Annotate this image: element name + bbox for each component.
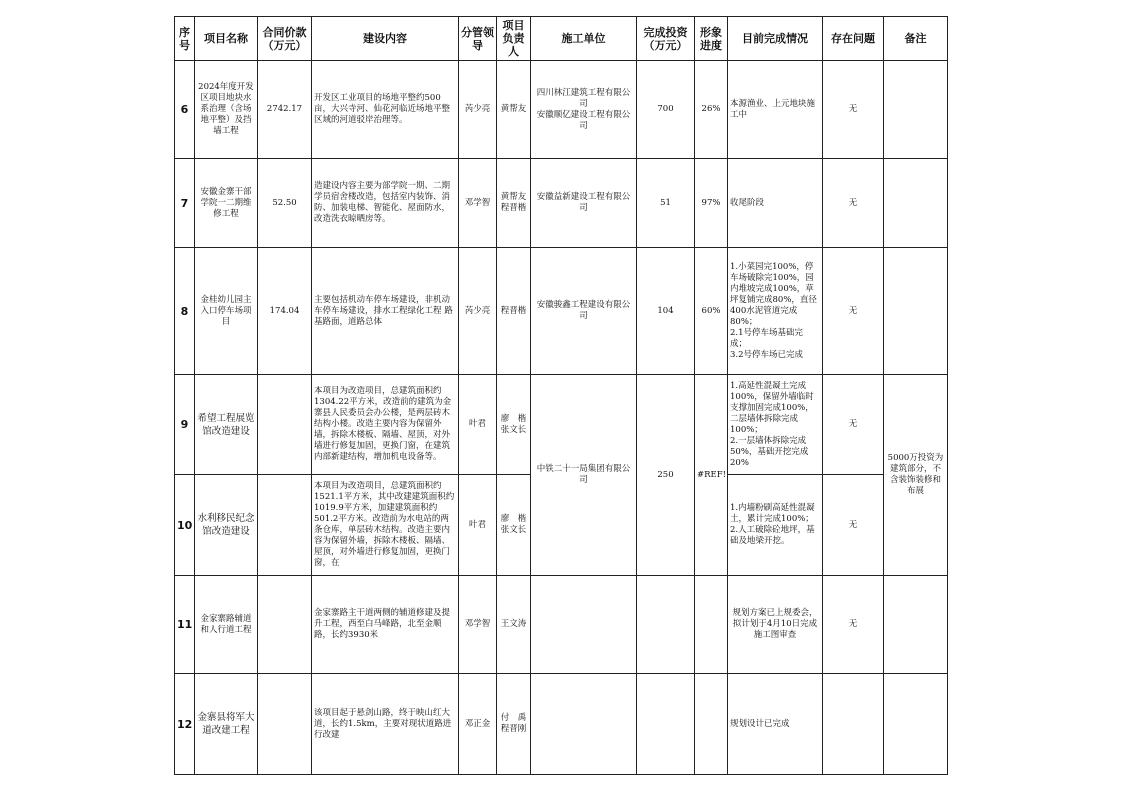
header-row: [175, 17, 948, 61]
row-status: [728, 375, 823, 475]
row-remark: [884, 576, 948, 674]
header-issues: 存在问题: [823, 17, 884, 61]
row-content: 开发区工业项目的场地平整约500亩，大兴寺河、仙花河临近场地平整区域的河道驳岸治理等。: [312, 61, 459, 159]
row-contractor: [531, 576, 637, 674]
row-contractor: 安徽骏鑫工程建设有限公司: [531, 248, 637, 375]
table-row: [175, 576, 948, 674]
row-progress: [695, 674, 728, 775]
row-owner: 廖 楷 张文长: [497, 375, 531, 475]
header-status: 目前完成情况: [728, 17, 823, 61]
table-row: [175, 375, 948, 475]
row-project-name: 希望工程展览馆改造建设: [195, 375, 258, 475]
row-issues: [823, 674, 884, 775]
row-status: 1.小菜园完100%，停车场破除完100%，园内堆坡完成100%，草坪复铺完成80%，直径400水泥管道完成80%； 2.1号停车场基础完成； 3.2号停车场已完成: [728, 248, 823, 375]
row-investment: [637, 674, 695, 775]
table-row: [175, 159, 948, 248]
table-row: [175, 61, 948, 159]
header-owner: 项目负责人: [497, 17, 531, 61]
row-issues: 无: [823, 576, 884, 674]
row-contract-price: 52.50: [258, 159, 312, 248]
project-table: [174, 16, 948, 775]
row-seq: 6: [175, 61, 195, 159]
row-investment: 104: [637, 248, 695, 375]
row-owner: 王文涛: [497, 576, 531, 674]
row-seq: 10: [175, 475, 195, 576]
row-leader: 邓学智: [459, 576, 497, 674]
row-status: 规划方案已上规委会，拟计划于4月10日完成施工图审查: [728, 576, 823, 674]
row-contract-price: 174.04: [258, 248, 312, 375]
row-contract-price: [258, 475, 312, 576]
row-status: 1.内墙粉刷高延性混凝土，累计完成100%； 2.人工破除砼地坪，基础及地梁开挖。: [728, 475, 823, 576]
row-project-name: 金家寨路辅道和人行道工程: [195, 576, 258, 674]
row-contract-price: [258, 375, 312, 475]
row-content: 该项目起于悬剑山路，终于映山红大道，长约1.5km，主要对现状道路进行改建: [312, 674, 459, 775]
row-project-name: 2024年度开发区项目地块水系治理（含场地平整）及挡墙工程: [195, 61, 258, 159]
row-progress: 97%: [695, 159, 728, 248]
row-seq: 9: [175, 375, 195, 475]
header-progress: 形象进度: [695, 17, 728, 61]
row-owner: 黄帮友 程晋楷: [497, 159, 531, 248]
row-contractor: 四川林江建筑工程有限公司 安徽顺亿建设工程有限公司: [531, 61, 637, 159]
header-seq: 序号: [175, 17, 195, 61]
row-content: [312, 375, 459, 475]
row-owner: 廖 楷 张文长: [497, 475, 531, 576]
row-leader: 叶君: [459, 375, 497, 475]
merged-remark: 5000万投资为建筑部分，不含装饰装修和布展: [884, 375, 948, 576]
header-remark: 备注: [884, 17, 948, 61]
row-leader: 叶君: [459, 475, 497, 576]
row-leader: 芮少亮: [459, 248, 497, 375]
row-leader: 芮少亮: [459, 61, 497, 159]
row-issues: 无: [823, 375, 884, 475]
row-owner: 黄帮友: [497, 61, 531, 159]
row-issues: 无: [823, 248, 884, 375]
row-seq: 12: [175, 674, 195, 775]
header-contractor: 施工单位: [531, 17, 637, 61]
row-seq: 7: [175, 159, 195, 248]
header-contract: 合同价款（万元）: [258, 17, 312, 61]
header-investment: 完成投资（万元）: [637, 17, 695, 61]
merged-progress: #REF!: [695, 375, 728, 576]
row-investment: 51: [637, 159, 695, 248]
row-contract-price: [258, 674, 312, 775]
row-project-name: 金桂幼儿园主入口停车场项目: [195, 248, 258, 375]
row-content: 主要包括机动车停车场建设，非机动车停车场建设，排水工程绿化工程 路基路面，道路总体: [312, 248, 459, 375]
row-remark: [884, 248, 948, 375]
row-seq: 8: [175, 248, 195, 375]
row-remark: [884, 674, 948, 775]
row-remark: [884, 61, 948, 159]
row-contractor: [531, 674, 637, 775]
row-status-text: 1.高延性混凝土完成100%，保留外墙临时支撑加固完成100%，二层墙体拆除完成100%； 2.一层墙体拆除完成50%，基础开挖完成20%: [730, 380, 814, 468]
row-status: 本源渔业、上元地块施工中: [728, 61, 823, 159]
row-leader: 邓学智: [459, 159, 497, 248]
row-status: 规划设计已完成: [728, 674, 823, 775]
row-content-text: 本项目为改造项目，总建筑面积约1304.22平方米，改造前的建筑为金寨县人民委员会办公楼，是两层砖木结构小楼。改造主要内容为保留外墙，拆除木楼板、隔墙、屋顶，对外墙进行修复加固，更换门窗，在建筑内部新建结构，增加机电设备等。: [314, 386, 452, 462]
row-project-name: 水利移民纪念馆改造建设: [195, 475, 258, 576]
row-status: 收尾阶段: [728, 159, 823, 248]
merged-contractor: 中铁二十一局集团有限公司: [531, 375, 637, 576]
row-content: [312, 475, 459, 576]
table-row: [175, 248, 948, 375]
row-issues: 无: [823, 61, 884, 159]
row-progress: 26%: [695, 61, 728, 159]
row-progress: [695, 576, 728, 674]
row-investment: 700: [637, 61, 695, 159]
row-leader: 邓正金: [459, 674, 497, 775]
header-content: 建设内容: [312, 17, 459, 61]
row-project-name: 安徽金寨干部学院一二期维修工程: [195, 159, 258, 248]
row-content: 金家寨路主干道两侧的辅道修建及提升工程，西至白马峰路，北至金顺路，长约3930米: [312, 576, 459, 674]
row-seq: 11: [175, 576, 195, 674]
row-content: 造建设内容主要为部学院一期、二期学员宿舍楼改造，包括室内装饰、消防、加装电梯、智能化、屋面防水，改造洗衣晾晒房等。: [312, 159, 459, 248]
row-contract-price: 2742.17: [258, 61, 312, 159]
row-contractor: 安徽益新建设工程有限公司: [531, 159, 637, 248]
row-remark: [884, 159, 948, 248]
row-content-text: 本项目为改造项目，总建筑面积约1521.1平方米，其中改建建筑面积约1019.9平方米，加建建筑面积约501.2平方米。改造前为水电站的两条仓库，单层砖木结构。改造主要内容为保留外墙，拆除木楼板、隔墙、屋顶，对外墙进行修复加固，更换门窗，在: [314, 481, 455, 568]
row-issues: 无: [823, 159, 884, 248]
row-owner: 付 禹 程晋刚: [497, 674, 531, 775]
row-progress: 60%: [695, 248, 728, 375]
merged-investment: 250: [637, 375, 695, 576]
header-name: 项目名称: [195, 17, 258, 61]
row-issues: 无: [823, 475, 884, 576]
row-contract-price: [258, 576, 312, 674]
table-row: [175, 674, 948, 775]
row-investment: [637, 576, 695, 674]
header-leader: 分管领导: [459, 17, 497, 61]
row-project-name: 金寨县将军大道改建工程: [195, 674, 258, 775]
row-owner: 程晋楷: [497, 248, 531, 375]
